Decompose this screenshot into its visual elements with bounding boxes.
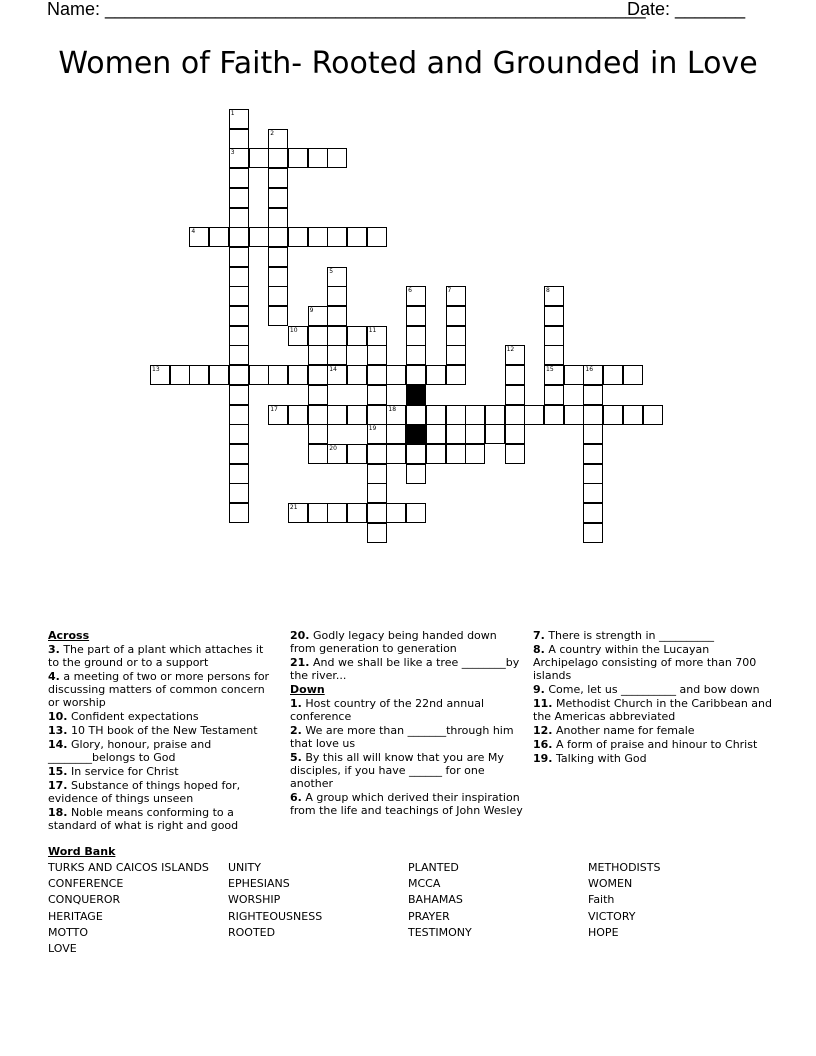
clue-text: Host country of the 22nd annual conference: [290, 697, 484, 723]
clue-text: Glory, honour, praise and ________belongs to God: [48, 738, 212, 764]
clue-number: 2: [270, 129, 275, 137]
black-cell: [406, 385, 426, 405]
grid-cell[interactable]: [386, 424, 406, 444]
grid-cell[interactable]: [268, 188, 288, 208]
word-bank: [48, 845, 768, 968]
grid-cell[interactable]: [426, 424, 446, 444]
clue-item: [48, 670, 273, 709]
grid-cell[interactable]: [268, 286, 288, 306]
grid-cell[interactable]: [229, 247, 249, 267]
grid-cell[interactable]: [327, 148, 347, 168]
word-bank-item: HERITAGE: [48, 909, 103, 923]
grid-cell[interactable]: [150, 365, 170, 385]
clue-number-label: 2.: [290, 724, 302, 737]
clue-number: 21: [289, 504, 298, 511]
grid-cell[interactable]: [544, 405, 564, 425]
grid-cell[interactable]: [229, 148, 249, 168]
word-bank-item: WORSHIP: [228, 893, 281, 907]
clue-number: 17: [270, 405, 278, 413]
grid-cell[interactable]: [229, 326, 249, 346]
word-bank-item: MOTTO: [48, 925, 89, 939]
grid-cell[interactable]: [386, 405, 406, 425]
clue-number-label: 7.: [533, 629, 545, 642]
grid-cell[interactable]: [367, 483, 387, 503]
grid-cell[interactable]: [406, 326, 426, 346]
clue-text: Talking with God: [552, 752, 647, 765]
clue-number-label: 14.: [48, 738, 68, 751]
grid-cell[interactable]: [406, 365, 426, 385]
grid-cell[interactable]: [367, 424, 387, 444]
grid-cell[interactable]: [327, 365, 347, 385]
word-bank-heading: Word Bank: [48, 845, 116, 858]
word-bank-item: BAHAMAS: [408, 893, 463, 907]
clue-item: [290, 697, 525, 723]
clue-item: [290, 751, 525, 790]
grid-cell[interactable]: [505, 424, 525, 444]
grid-cell[interactable]: [524, 405, 544, 425]
clue-number-label: 3.: [48, 643, 60, 656]
clue-number: 4: [191, 228, 196, 236]
grid-cell[interactable]: [209, 227, 229, 247]
grid-cell[interactable]: [308, 326, 328, 346]
grid-cell[interactable]: [583, 464, 603, 484]
grid-cell[interactable]: [327, 326, 347, 346]
grid-cell[interactable]: [308, 306, 328, 326]
grid-cell[interactable]: [485, 424, 505, 444]
grid-cell[interactable]: [268, 227, 288, 247]
grid-cell[interactable]: [505, 365, 525, 385]
clue-number-label: 15.: [48, 765, 68, 778]
clue-number-label: 21.: [290, 656, 310, 669]
grid-cell[interactable]: [229, 286, 249, 306]
grid-cell[interactable]: [327, 286, 347, 306]
clue-number-label: 8.: [533, 643, 545, 656]
grid-cell[interactable]: [229, 503, 249, 523]
clue-item: [290, 724, 525, 750]
clue-item: [48, 806, 273, 832]
word-bank-item: EPHESIANS: [228, 877, 290, 891]
grid-cell[interactable]: [327, 306, 347, 326]
clue-text: A country within the Lucayan Archipelago consisting of more than 700 islands: [533, 643, 757, 682]
grid-cell[interactable]: [623, 405, 643, 425]
grid-cell[interactable]: [308, 503, 328, 523]
grid-cell[interactable]: [288, 326, 308, 346]
clue-item: [290, 791, 525, 817]
grid-cell[interactable]: [229, 385, 249, 405]
clue-number: 11: [368, 326, 377, 334]
clue-text: We are more than _______through him that love us: [290, 724, 514, 750]
clues-column-3: [533, 629, 773, 766]
grid-cell[interactable]: [268, 148, 288, 168]
clue-item: [533, 629, 773, 642]
clue-item: [48, 779, 273, 805]
grid-cell[interactable]: [406, 286, 426, 306]
word-bank-item: LOVE: [48, 942, 77, 955]
clue-number-label: 1.: [290, 697, 302, 710]
grid-cell[interactable]: [583, 444, 603, 464]
grid-cell[interactable]: [347, 365, 367, 385]
grid-cell[interactable]: [268, 247, 288, 267]
grid-cell[interactable]: [189, 227, 209, 247]
grid-cell[interactable]: [268, 405, 288, 425]
grid-cell[interactable]: [446, 286, 466, 306]
grid-cell[interactable]: [603, 365, 623, 385]
grid-cell[interactable]: [308, 365, 328, 385]
grid-cell[interactable]: [406, 306, 426, 326]
clue-item: [533, 724, 773, 737]
clue-number: 15: [546, 366, 554, 374]
clue-number-label: 16.: [533, 738, 553, 751]
grid-cell[interactable]: [308, 345, 328, 365]
clue-number: 20: [329, 444, 337, 452]
grid-cell[interactable]: [446, 306, 466, 326]
clue-number: 19: [368, 425, 377, 433]
grid-cell[interactable]: [544, 286, 564, 306]
clue-text: Methodist Church in the Caribbean and the Americas abbreviated: [533, 697, 772, 723]
clue-number: 7: [447, 287, 452, 295]
grid-cell[interactable]: [288, 227, 308, 247]
grid-cell[interactable]: [406, 405, 426, 425]
grid-cell[interactable]: [465, 424, 485, 444]
clue-number: 9: [309, 307, 314, 314]
clue-number-label: 6.: [290, 791, 302, 804]
grid-cell[interactable]: [229, 168, 249, 188]
grid-cell[interactable]: [347, 227, 367, 247]
grid-cell[interactable]: [367, 444, 387, 464]
grid-cell[interactable]: [268, 306, 288, 326]
grid-cell[interactable]: [367, 464, 387, 484]
clue-text: In service for Christ: [67, 765, 179, 778]
word-bank-item: TESTIMONY: [408, 925, 472, 939]
grid-cell[interactable]: [446, 326, 466, 346]
clue-text: Another name for female: [552, 724, 695, 737]
clue-text: There is strength in __________: [544, 629, 714, 642]
grid-cell[interactable]: [583, 503, 603, 523]
clue-number-label: 18.: [48, 806, 68, 819]
grid-cell[interactable]: [170, 365, 190, 385]
grid-cell[interactable]: [229, 109, 249, 129]
grid-cell[interactable]: [406, 345, 426, 365]
clue-text: Noble means conforming to a standard of what is right and good: [48, 806, 239, 832]
grid-cell[interactable]: [288, 405, 308, 425]
grid-cell[interactable]: [426, 365, 446, 385]
grid-cell[interactable]: [327, 503, 347, 523]
clue-number-label: 19.: [533, 752, 553, 765]
grid-cell[interactable]: [347, 444, 367, 464]
grid-cell[interactable]: [583, 365, 603, 385]
clue-number: 18: [388, 405, 397, 413]
word-bank-item: MCCA: [408, 877, 441, 891]
clue-text: A group which derived their inspiration from the life and teachings of John Wesley: [290, 791, 523, 817]
clue-text: A form of praise and hinour to Christ: [552, 738, 758, 751]
grid-cell[interactable]: [564, 405, 584, 425]
grid-cell[interactable]: [367, 385, 387, 405]
clue-number: 5: [329, 267, 334, 275]
grid-cell[interactable]: [386, 365, 406, 385]
word-bank-item: TURKS AND CAICOS ISLANDS: [48, 861, 209, 874]
grid-cell[interactable]: [406, 464, 426, 484]
grid-cell[interactable]: [426, 444, 446, 464]
word-bank-item: CONQUEROR: [48, 893, 121, 907]
clue-number: 3: [230, 149, 235, 157]
grid-cell[interactable]: [446, 365, 466, 385]
clue-number-label: 5.: [290, 751, 302, 764]
grid-cell[interactable]: [268, 208, 288, 228]
clue-number-label: 17.: [48, 779, 68, 792]
clue-number-label: 9.: [533, 683, 545, 696]
clue-number: 1: [230, 110, 235, 117]
grid-cell[interactable]: [583, 523, 603, 543]
grid-cell[interactable]: [505, 405, 525, 425]
clue-item: [48, 738, 273, 764]
grid-cell[interactable]: [308, 444, 328, 464]
grid-cell[interactable]: [229, 267, 249, 287]
grid-cell[interactable]: [544, 345, 564, 365]
grid-cell[interactable]: [583, 483, 603, 503]
grid-cell[interactable]: [367, 365, 387, 385]
grid-cell[interactable]: [229, 208, 249, 228]
grid-cell[interactable]: [386, 503, 406, 523]
grid-cell[interactable]: [446, 424, 466, 444]
grid-cell[interactable]: [308, 227, 328, 247]
clue-item: [48, 724, 273, 737]
grid-cell[interactable]: [308, 405, 328, 425]
clue-item: [48, 765, 273, 778]
name-field[interactable]: Name: ______________________________________________________: [47, 0, 646, 19]
black-cell: [406, 424, 426, 444]
grid-cell[interactable]: [229, 188, 249, 208]
grid-cell[interactable]: [288, 365, 308, 385]
grid-cell[interactable]: [485, 405, 505, 425]
grid-cell[interactable]: [406, 444, 426, 464]
grid-cell[interactable]: [308, 424, 328, 444]
clues-column-2: [290, 629, 525, 818]
clue-number-label: 20.: [290, 629, 310, 642]
clue-number-label: 4.: [48, 670, 60, 683]
clue-text: Come, let us __________ and bow down: [544, 683, 760, 696]
grid-cell[interactable]: [544, 365, 564, 385]
grid-cell[interactable]: [603, 405, 623, 425]
clue-text: And we shall be like a tree ________by the river...: [290, 656, 520, 682]
word-bank-item: PRAYER: [408, 909, 450, 923]
grid-cell[interactable]: [229, 483, 249, 503]
grid-cell[interactable]: [229, 424, 249, 444]
clue-item: [290, 629, 525, 655]
grid-cell[interactable]: [347, 405, 367, 425]
clue-text: By this all will know that you are My disciples, if you have ______ for one another: [290, 751, 504, 790]
clues-column-1: [48, 629, 273, 833]
grid-cell[interactable]: [544, 306, 564, 326]
grid-cell[interactable]: [288, 148, 308, 168]
grid-cell[interactable]: [327, 227, 347, 247]
clue-number: 10: [289, 326, 298, 334]
grid-cell[interactable]: [367, 523, 387, 543]
grid-cell[interactable]: [505, 444, 525, 464]
clue-item: [533, 738, 773, 751]
grid-cell[interactable]: [583, 405, 603, 425]
grid-cell[interactable]: [327, 345, 347, 365]
grid-cell[interactable]: [583, 424, 603, 444]
grid-cell[interactable]: [229, 405, 249, 425]
clue-number-label: 11.: [533, 697, 553, 710]
word-bank-item: HOPE: [588, 925, 619, 939]
grid-cell[interactable]: [544, 326, 564, 346]
grid-cell[interactable]: [209, 365, 229, 385]
date-field[interactable]: Date: _______: [627, 0, 746, 19]
clue-number: 6: [408, 287, 412, 295]
clue-text: The part of a plant which attaches it to the ground or to a support: [48, 643, 264, 669]
grid-cell[interactable]: [229, 306, 249, 326]
clue-number-label: 12.: [533, 724, 553, 737]
clue-number: 12: [506, 346, 515, 354]
grid-cell[interactable]: [583, 385, 603, 405]
grid-cell[interactable]: [229, 227, 249, 247]
clue-item: [290, 656, 525, 682]
grid-cell[interactable]: [347, 326, 367, 346]
grid-cell[interactable]: [505, 345, 525, 365]
grid-cell[interactable]: [367, 503, 387, 523]
grid-cell[interactable]: [229, 464, 249, 484]
word-bank-item: UNITY: [228, 861, 261, 874]
grid-cell[interactable]: [446, 405, 466, 425]
clue-number-label: 10.: [48, 710, 68, 723]
grid-cell[interactable]: [367, 326, 387, 346]
clue-number: 14: [329, 366, 337, 374]
page-title: Women of Faith- Rooted and Grounded in Love: [58, 46, 758, 81]
clue-text: Substance of things hoped for, evidence of things unseen: [48, 779, 241, 805]
grid-cell[interactable]: [288, 503, 308, 523]
grid-cell[interactable]: [229, 129, 249, 149]
word-bank-item: VICTORY: [588, 909, 636, 923]
clue-text: Confident expectations: [67, 710, 199, 723]
grid-cell[interactable]: [446, 444, 466, 464]
grid-cell[interactable]: [189, 365, 209, 385]
grid-cell[interactable]: [367, 227, 387, 247]
grid-cell[interactable]: [386, 444, 406, 464]
grid-cell[interactable]: [327, 267, 347, 287]
grid-cell[interactable]: [446, 345, 466, 365]
clue-item: [533, 752, 773, 765]
grid-cell[interactable]: [308, 385, 328, 405]
grid-cell[interactable]: [268, 168, 288, 188]
clue-text: Godly legacy being handed down from generation to generation: [290, 629, 497, 655]
word-bank-item: RIGHTEOUSNESS: [228, 909, 323, 923]
clue-item: [48, 643, 273, 669]
grid-cell[interactable]: [465, 444, 485, 464]
grid-cell[interactable]: [268, 365, 288, 385]
grid-cell[interactable]: [465, 405, 485, 425]
grid-cell[interactable]: [229, 345, 249, 365]
grid-cell[interactable]: [505, 385, 525, 405]
grid-cell[interactable]: [268, 129, 288, 149]
clue-number: 8: [546, 287, 550, 295]
grid-cell[interactable]: [249, 148, 269, 168]
grid-cell[interactable]: [249, 227, 269, 247]
word-bank-item: PLANTED: [408, 861, 459, 874]
grid-cell[interactable]: [367, 345, 387, 365]
grid-cell[interactable]: [249, 365, 269, 385]
across-heading: Across: [48, 629, 90, 642]
clue-item: [533, 697, 773, 723]
grid-cell[interactable]: [347, 503, 367, 523]
word-bank-item: ROOTED: [228, 925, 276, 939]
down-heading: Down: [290, 683, 325, 696]
grid-cell[interactable]: [426, 405, 446, 425]
grid-cell[interactable]: [327, 444, 347, 464]
clue-item: [533, 643, 773, 682]
grid-cell[interactable]: [564, 365, 584, 385]
grid-cell[interactable]: [327, 405, 347, 425]
grid-cell[interactable]: [268, 267, 288, 287]
grid-cell[interactable]: [229, 365, 249, 385]
word-bank-item: WOMEN: [588, 877, 633, 891]
grid-cell[interactable]: [623, 365, 643, 385]
clue-item: [48, 710, 273, 723]
clue-item: [533, 683, 773, 696]
grid-cell[interactable]: [406, 503, 426, 523]
grid-cell[interactable]: [643, 405, 663, 425]
clue-number: 16: [585, 366, 594, 374]
grid-cell[interactable]: [544, 385, 564, 405]
clue-text: 10 TH book of the New Testament: [67, 724, 258, 737]
grid-cell[interactable]: [367, 405, 387, 425]
word-bank-item: Faith: [588, 893, 615, 907]
clue-number: 13: [152, 366, 160, 374]
grid-cell[interactable]: [308, 148, 328, 168]
word-bank-item: METHODISTS: [588, 861, 661, 874]
grid-cell[interactable]: [229, 444, 249, 464]
word-bank-item: CONFERENCE: [48, 877, 124, 891]
clue-number-label: 13.: [48, 724, 68, 737]
clue-text: a meeting of two or more persons for discussing matters of common concern or worship: [48, 670, 270, 709]
